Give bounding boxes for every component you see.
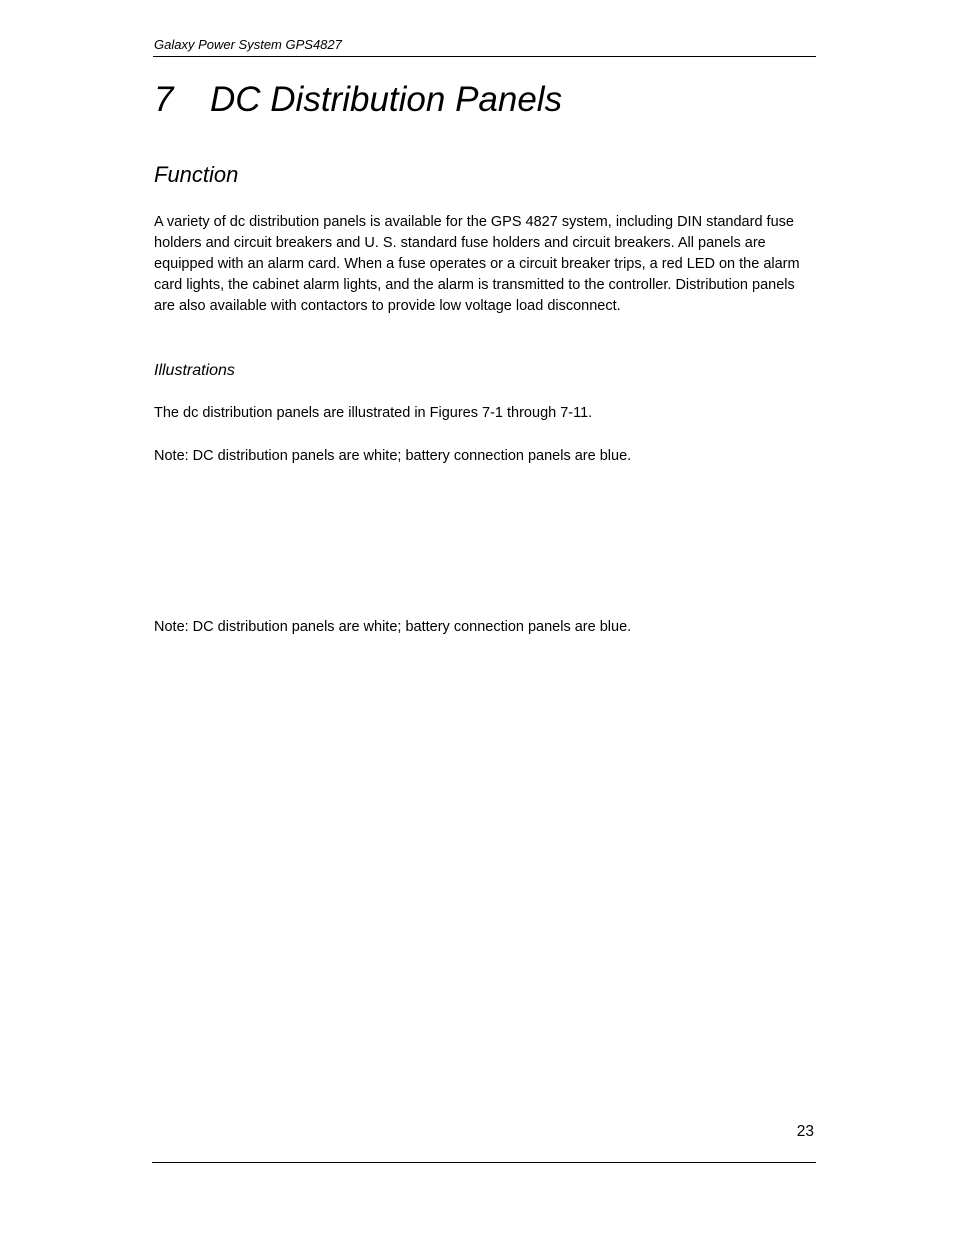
footer-rule <box>152 1162 816 1163</box>
function-paragraph: A variety of dc distribution panels is available for the GPS 4827 system, including DIN standard fuse holders and circuit breakers and U. S. standard fuse holders and circuit breakers. All panels are equipped with an alarm card. When a fuse operates or a circuit breaker trips, a red LED on the alarm card lights, the cabinet alarm lights, and the alarm is transmitted to the controller. Distribution panels are also available with contactors to provide low voltage load disconnect. <box>154 214 800 314</box>
header-rule <box>153 56 816 57</box>
section-heading: Function <box>154 162 239 187</box>
chapter-number: 7 <box>154 80 174 119</box>
chapter-title-text: DC Distribution Panels <box>210 80 563 119</box>
running-header: Galaxy Power System GPS4827 <box>154 37 342 52</box>
note-2: Note: DC distribution panels are white; battery connection panels are blue. <box>154 619 632 635</box>
note-1: Note: DC distribution panels are white; battery connection panels are blue. <box>154 448 632 464</box>
chapter-title <box>154 78 562 122</box>
page-number: 23 <box>796 1123 814 1140</box>
subsection-heading: Illustrations <box>154 362 235 379</box>
illustrations-text: The dc distribution panels are illustrated in Figures 7-1 through 7-11. <box>154 405 593 421</box>
